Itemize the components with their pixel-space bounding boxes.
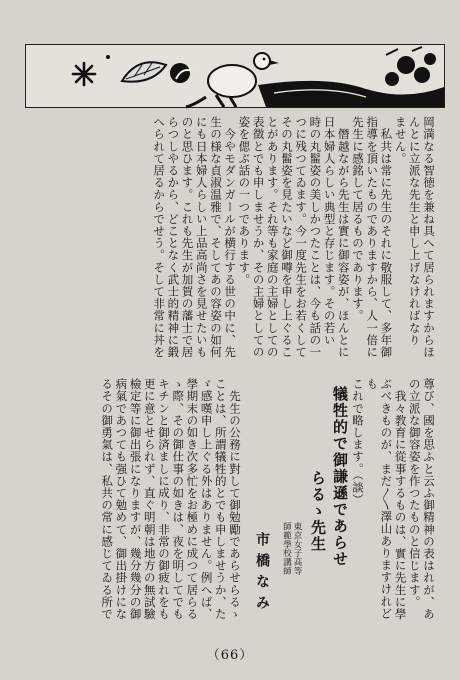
text-line: 我々教育に從事するものは、實に先生に學 [393, 378, 408, 620]
text-line: んとに立派な先生と申し上げなければなり [407, 116, 422, 346]
text-line: 表徴とでも申しませうか、その主婦としての [251, 116, 266, 358]
text-line: 先生に感銘して居るものであります。 [350, 116, 365, 322]
text-line: 學期末の如き次多忙をお極めに成つて居らる [185, 378, 200, 620]
text-line: 日本婦人らしい典型と存じます。その若い [322, 116, 337, 346]
author-affiliation [281, 522, 302, 575]
article-title-continued [309, 470, 326, 553]
text-line: キチンと御済ましに成り、非常の御疲れをも [156, 378, 171, 620]
text-line: その丸髷姿を見たいなど御噂を申し上ぐるこ [279, 116, 294, 358]
lower-left-text-block [28, 378, 242, 628]
text-line: ゝ際、その御仕事の如きは、夜を明してでも [171, 378, 186, 620]
text-line: のと思ひます。これも先生が加賀の藩士で居 [180, 116, 195, 358]
text-line: 姿を偲ぶ話の一つであります。 [237, 116, 252, 286]
affiliation-line: 師範學校講師 [281, 522, 292, 576]
text-line: るその御勇氣は、私共の常に感じてゐる所で [100, 378, 115, 620]
upper-text-block [24, 116, 436, 362]
text-line: ことは、所謂犠牲的とでも申しませうか、た [213, 378, 228, 620]
article-title-line: 犠牲的で御謙遜であらせ [331, 386, 349, 568]
text-line: 檢定等に御出張になりますが、幾分幾分の御 [128, 378, 143, 620]
text-line: 病氣であつても强ひて勉めて、御出掛けにな [114, 378, 129, 620]
text-line: 今やモダンガールが横行する世の中に、先 [223, 116, 238, 358]
text-line: 尊び、國を思ふと云ふ御精神の表はれが、あ [422, 378, 436, 620]
text-line: 指導を頂いたものでありますから、人一倍に [365, 116, 380, 358]
text-line: ゞ感嘆申し上ぐる外はありません。例へば、 [199, 378, 214, 620]
text-line: 生の様な貞淑温雅で、そしてあの容姿の如何 [208, 116, 223, 358]
header-illustration [25, 44, 445, 108]
text-line: 時の丸髷姿の美しかつたことは、今も話の一 [308, 116, 323, 358]
affiliation-line: 東京女子高等 [292, 522, 302, 576]
page-number: （66） [206, 648, 254, 663]
lower-right-text-block [350, 378, 436, 628]
text-line: 更に意とせられず、直ぐ明朝は地方の無試驗 [142, 378, 157, 620]
bird-flower-illustration [26, 45, 444, 107]
text-line: ぶべきものが、まだ〳〵澤山ありますけれども [365, 378, 394, 620]
text-line: 私共は常に先生のそれに敬服して、多年御 [379, 116, 394, 358]
text-line: らつしやるから、どことなく武士的精神に鍛 [166, 116, 181, 358]
text-line: にも日本婦人らしい上品高尚さを見せたいも [194, 116, 209, 358]
text-line: これで略します。（談） [350, 378, 365, 506]
text-line: 僭越ながら先生は實に御容姿が、ほんとに [336, 116, 351, 358]
text-line: とがあります。それ等も家庭の主婦としての [265, 116, 280, 358]
text-line: 岡満なる智徳を兼ね具へて居られますからほ [422, 116, 436, 358]
author-name: 市橋なみ [254, 532, 270, 616]
text-line: ません。 [393, 116, 408, 165]
text-line: へられて居るからでせう。そして非常に丼を [152, 116, 167, 358]
text-line: の立派な御容姿を作つたものと信じます。 [407, 378, 422, 608]
article-title [331, 386, 348, 568]
text-line: つに残つてゐます。今一度先生をお若くして [294, 116, 309, 358]
article-title-line: らるゝ先生 [309, 470, 327, 553]
text-line: 先生の公務に對して御勉勵であらせらるゝ [228, 378, 242, 620]
